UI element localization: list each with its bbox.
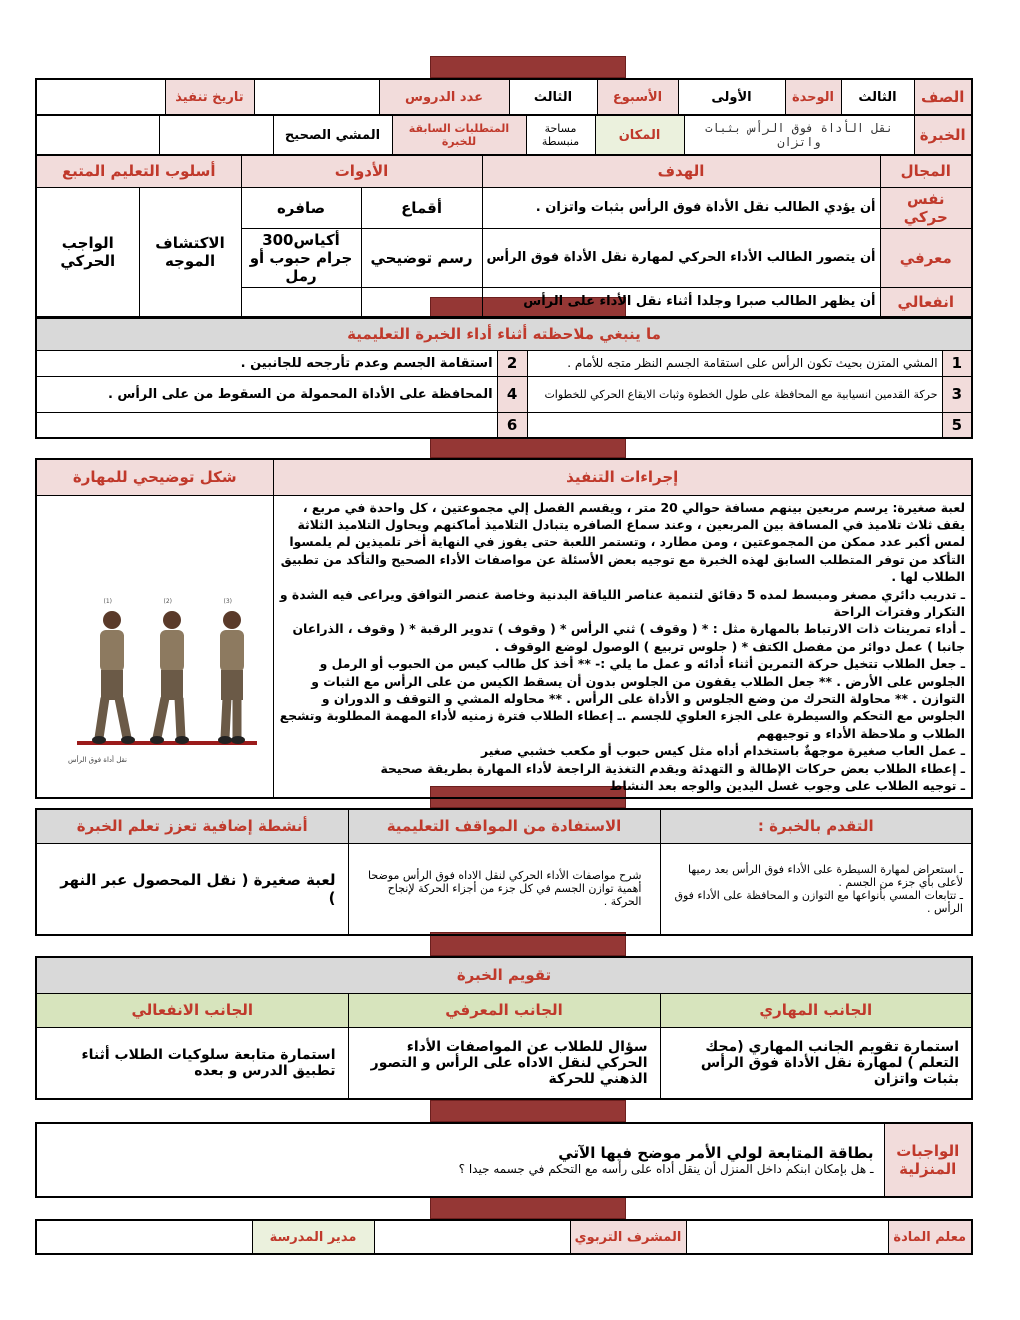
procedure-line: التأكد من توفر المتطلب السابق لهذه الخبرة مع توجيه بعض الأسئلة عن مواصفات الأداء الصحيح والتأكد من تطبيق الطلاب لها . — [280, 551, 965, 585]
tool-drawing: رسم توضيحي — [361, 228, 482, 287]
domain-cognitive: معرفي — [880, 228, 972, 287]
activities-title: أنشطة إضافية تعزز تعلم الخبرة — [36, 809, 348, 843]
obs-text: المحافظة على الأداة المحمولة من السقوط من على الرأس . — [36, 376, 497, 412]
empty-cell — [241, 287, 361, 317]
divider-bar — [430, 1100, 626, 1122]
homework-question: ـ هل بإمكان ابنكم داخل المنزل أن ينقل أداه على رأسه مع التحكم في جسمه جيدا ؟ — [458, 1162, 874, 1176]
progress-title: التقدم بالخبرة : — [660, 809, 972, 843]
walker-figure-2 — [150, 611, 189, 744]
method-discovery: الاكتشاف الموجه — [139, 187, 241, 317]
goal-affective: أن يظهر الطالب صبرا وجلدا أثناء نقل الأداء على الرأس — [482, 287, 880, 317]
empty-cell — [36, 115, 159, 155]
goal-psychomotor: أن يؤدي الطالب نقل الأداة فوق الرأس بثبات واتزان . — [482, 187, 880, 228]
evaluation-title: تقويم الخبرة — [36, 957, 972, 993]
prereq-label: المتطلبات السابقة للخبرة — [392, 115, 526, 155]
grade-value: الثالث — [841, 79, 914, 115]
procedures-body — [273, 495, 972, 798]
figure-caption: نقل أداة فوق الرأس — [68, 756, 128, 765]
figure-mark: (2) — [163, 598, 173, 606]
signatures-table — [35, 1219, 973, 1255]
tool-bags: أكياس300 جرام حبوب أو رمل — [241, 228, 361, 287]
grade-label: الصف — [914, 79, 972, 115]
place-value: مساحة منبسطة — [526, 115, 595, 155]
experience-label: الخبرة — [914, 115, 972, 155]
header-bar — [430, 56, 626, 78]
teacher-value — [686, 1220, 888, 1254]
progress-line: ـ استعراض لمهارة السيطرة على الأداء فوق الرأس بعد رميها لأعلى بأي جزء من الجسم . — [688, 862, 963, 889]
prereq-value: المشي الصحيح — [273, 115, 392, 155]
procedures-table — [35, 458, 973, 799]
activities-body: لعبة صغيرة ( نقل المحصول عبر النهر ) — [36, 843, 348, 935]
obs-text: حركة القدمين انسيابية مع المحافظة على طول الخطوة وثبات الايقاع الحركي للخطوات — [527, 376, 942, 412]
unit-label: الوحدة — [785, 79, 841, 115]
divider-bar — [430, 438, 626, 458]
supervisor-label: المشرف التربوي — [570, 1220, 686, 1254]
procedures-title: إجراءات التنفيذ — [273, 459, 972, 495]
observations-table — [35, 317, 973, 439]
obs-num: 4 — [497, 376, 527, 412]
figure-mark: (1) — [103, 598, 113, 606]
homework-body — [36, 1123, 884, 1197]
experience-value: نقل الأداة فوق الرأس بثبات واتزان — [684, 115, 914, 155]
obs-num: 3 — [942, 376, 972, 412]
supervisor-value — [374, 1220, 570, 1254]
homework-table — [35, 1122, 973, 1198]
procedure-line: ـ إعطاء الطلاب بعض حركات الإطالة و التهدئة ويقدم التغذية الراجعة لأداء المهارة بطريقة صحيحة — [380, 760, 965, 776]
procedure-line: ـ توجيه الطلاب على وجوب غسل اليدين والوجه بعد النشاط — [609, 778, 965, 793]
tool-whistle: صافره — [241, 187, 361, 228]
obs-num: 2 — [497, 350, 527, 376]
obs-text: المشي المتزن بحيث تكون الرأس على استقامة الجسم النظر متجه للأمام . — [527, 350, 942, 376]
week-value: الثالث — [509, 79, 597, 115]
walker-figure-1 — [92, 611, 135, 744]
teacher-label: معلم المادة — [888, 1220, 972, 1254]
homework-label: الواجبات المنزلية — [884, 1123, 972, 1197]
lessons-label: عدد الدروس — [379, 79, 509, 115]
week-label: الأسبوع — [597, 79, 678, 115]
skill-header: الجانب المهاري — [660, 993, 972, 1027]
date-value — [36, 79, 165, 115]
affective-header: الجانب الانفعالي — [36, 993, 348, 1027]
empty-cell — [361, 287, 482, 317]
use-body: شرح مواصفات الأداء الحركي لنقل الاداه فوق الرأس موضحا أهمية توازن الجسم في كل جزء من أجزاء الحركة لإنجاح الحركة . — [348, 843, 660, 935]
figure-mark: (3) — [223, 598, 233, 606]
objectives-table — [35, 154, 973, 318]
unit-value: الأولى — [678, 79, 785, 115]
domain-psychomotor: نفس حركي — [880, 187, 972, 228]
obs-text: استقامة الجسم وعدم تأرجحه للجانبين . — [36, 350, 497, 376]
obs-num: 5 — [942, 412, 972, 438]
obs-text — [36, 412, 497, 438]
tools-header: الأدوات — [241, 155, 482, 187]
principal-label: مدير المدرسة — [252, 1220, 374, 1254]
divider-bar — [430, 1197, 626, 1219]
cognitive-header: الجانب المعرفي — [348, 993, 660, 1027]
homework-title: بطاقة المتابعة لولي الأمر موضح فيها الآتي — [558, 1144, 874, 1162]
tool-cones: أقماع — [361, 187, 482, 228]
goal-cognitive: أن يتصور الطالب الأداء الحركي لمهارة نقل الأداة فوق الرأس — [482, 228, 880, 287]
empty-cell — [159, 115, 273, 155]
procedure-line: ـ عمل العاب صغيرة موجهةٌ باستخدام أداه مثل كيس حبوب أو مكعب خشبي صغير — [481, 743, 965, 759]
principal-value — [36, 1220, 252, 1254]
obs-num: 1 — [942, 350, 972, 376]
walker-figure-3 — [218, 611, 245, 744]
figure-cell — [36, 495, 273, 798]
skill-text: استمارة تقويم الجانب المهاري (محك التعلم ) لمهارة نقل الأداة فوق الرأس بثبات واتزان — [660, 1027, 972, 1099]
method-task: الواجب الحركي — [36, 187, 139, 317]
cognitive-text: سؤال للطلاب عن المواصفات الأداء الحركي لنقل الاداه على الرأس و التصور الذهني للحركة — [348, 1027, 660, 1099]
header-table — [35, 78, 973, 116]
obs-num: 6 — [497, 412, 527, 438]
affective-text: استمارة متابعة سلوكيات الطلاب أثناء تطبيق الدرس و بعده — [36, 1027, 348, 1099]
date-label: تاريخ تنفيذ — [165, 79, 254, 115]
procedure-line: لعبة صغيرة: يرسم مربعين بينهم مسافة حوالي 20 متر ، ويقسم الفصل إلي مجموعتين ، كل واحدة في مربع ، يقف ثلاث تلاميذ في المسافة بين المربعين ، وعند سماع الصافره يتبادل التلاميذ أماكنهم ويحاول التلاميذ الثلاثة لمس أكبر عدد ممكن من المجموعتين ، ومن مطارد ، وتستمر اللعبة حتى يفوز في النهاية أخر تلميذين لم يلمسوا — [289, 499, 965, 550]
walking-figure-illustration — [37, 500, 272, 788]
procedure-line: ـ جعل الطلاب تتخيل حركة التمرين أثناء أدائه و عمل ما يلي :- ** أخذ كل طالب كيس من الحبوب أو الرمل و الجلوس على الأرض . ** جعل الطلاب يقفون من الجلوس بدون أن يسقط الكيس من على الرأس مع الثبات و التوازن . ** محاولة التحرك من وضع الجلوس و الأداة على الرأس . ** محاوله المشي و التوقف و الدوران و الجلوس مع التحكم والسيطرة على الجزء العلوي للجسم .ـ إعطاء الطلاب فترة زمنيه لأداء المهمة المطلوبة وتشجع الطلاب و ملاحظة الأداء و توجيههم — [279, 656, 965, 741]
progress-line: ـ تتابعات المسي بأنواعها مع التوازن و المحافظة على الأداء فوق الرأس . — [674, 888, 963, 915]
progress-body — [660, 843, 972, 935]
domain-affective: انفعالي — [880, 287, 972, 317]
observations-title: ما ينبغي ملاحظته أثناء أداء الخبرة التعليمية — [36, 318, 972, 350]
lessons-value — [254, 79, 379, 115]
goal-header: الهدف — [482, 155, 880, 187]
place-label: المكان — [595, 115, 684, 155]
obs-text — [527, 412, 942, 438]
use-title: الاستفادة من المواقف التعليمية — [348, 809, 660, 843]
method-header: أسلوب التعليم المتبع — [36, 155, 241, 187]
experience-table — [35, 114, 973, 156]
extras-table — [35, 808, 973, 936]
procedure-line: ـ تدريب دائري مصغر ومبسط لمده 5 دقائق لتنمية عناصر اللياقة البدنية وخاصة عنصر التوافق ويراعى فيه الشدة و التكرار وفترات الراحة — [279, 586, 965, 619]
domain-header: المجال — [880, 155, 972, 187]
figure-title: شكل توضيحي للمهارة — [36, 459, 273, 495]
evaluation-table — [35, 956, 973, 1100]
procedure-line: ـ أداء تمرينات ذات الارتباط بالمهارة مثل : * ( وقوف ) ثني الرأس * ( وقوف ) تدوير الرقبة * ( وقوف ، الذراعان جانبا ) عمل دوائر من مفصل الكتف * ( جلوس تربيع ) الوصول لوضع الوقوف . — [292, 621, 965, 654]
